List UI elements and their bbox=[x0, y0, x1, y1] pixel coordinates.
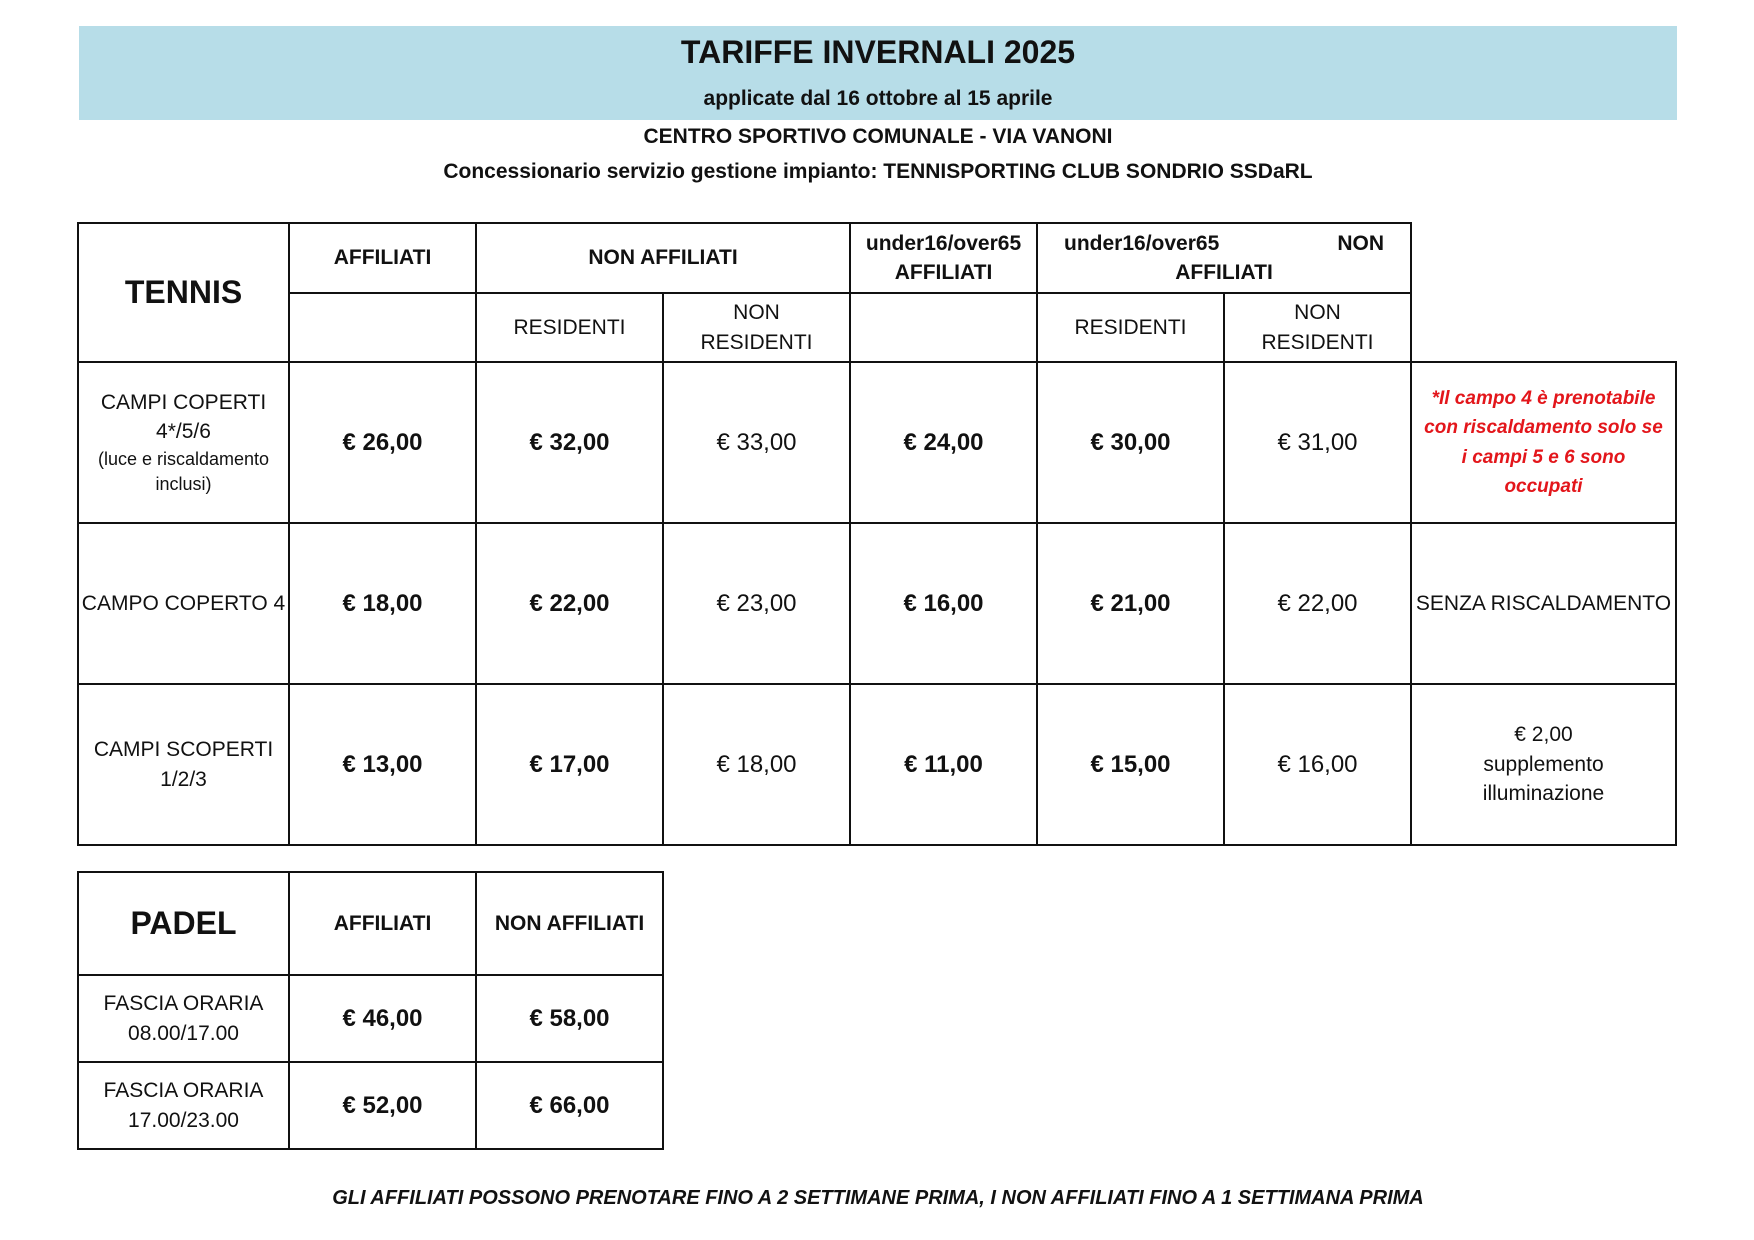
row-name-line2: 1/2/3 bbox=[160, 767, 207, 791]
note-line3: i campi 5 e 6 sono bbox=[1461, 446, 1626, 468]
col-affiliati: AFFILIATI bbox=[289, 872, 476, 975]
sub-non-line1: NON bbox=[1294, 301, 1341, 325]
price-affiliati: € 13,00 bbox=[289, 684, 476, 845]
row-note bbox=[1411, 362, 1676, 523]
sub-residenti-2: RESIDENTI bbox=[1037, 293, 1224, 362]
operator-line: Concessionario servizio gestione impianto: TENNISPORTING CLUB SONDRIO SSDaRL bbox=[443, 160, 1313, 183]
row-name-line2: 08.00/17.00 bbox=[128, 1021, 239, 1045]
empty-corner bbox=[1411, 223, 1676, 293]
table-row bbox=[78, 523, 1676, 684]
note-line2: con riscaldamento solo se bbox=[1424, 417, 1663, 439]
col-u16-non-line2: AFFILIATI bbox=[1175, 261, 1273, 284]
note-line3: illuminazione bbox=[1482, 782, 1605, 806]
price-u16-aff: € 16,00 bbox=[850, 523, 1037, 684]
sub-residenti-1: RESIDENTI bbox=[476, 293, 663, 362]
col-u16-affiliati-line1: under16/over65 bbox=[865, 231, 1022, 255]
empty-corner-2 bbox=[1411, 293, 1676, 362]
note-line1: € 2,00 bbox=[1514, 723, 1573, 747]
row-name-note2: inclusi) bbox=[155, 473, 212, 494]
booking-policy-note: GLI AFFILIATI POSSONO PRENOTARE FINO A 2 SETTIMANE PRIMA, I NON AFFILIATI FINO A 1 SETTIMANA PRIMA bbox=[332, 1187, 1424, 1209]
sub-non-line2: RESIDENTI bbox=[700, 330, 813, 354]
note-line4: occupati bbox=[1504, 475, 1583, 497]
sub-non-line1: NON bbox=[733, 301, 780, 325]
col-u16-non-affiliati bbox=[1037, 223, 1411, 293]
price-u16-non-res: € 15,00 bbox=[1037, 684, 1224, 845]
price-affiliati: € 52,00 bbox=[289, 1062, 476, 1149]
tennis-header-row bbox=[78, 223, 1676, 293]
price-affiliati: € 26,00 bbox=[289, 362, 476, 523]
note-line2: supplemento bbox=[1483, 752, 1604, 776]
price-u16-aff: € 24,00 bbox=[850, 362, 1037, 523]
sub-non-residenti-1 bbox=[663, 293, 850, 362]
row-note bbox=[1411, 684, 1676, 845]
price-affiliati: € 46,00 bbox=[289, 975, 476, 1062]
row-name-line1: CAMPI SCOPERTI bbox=[93, 738, 274, 762]
row-name: CAMPO COPERTO 4 bbox=[78, 523, 289, 684]
row-name bbox=[78, 975, 289, 1062]
price-non-aff-nonres: € 18,00 bbox=[663, 684, 850, 845]
col-non-affiliati: NON AFFILIATI bbox=[476, 872, 663, 975]
price-non-aff-res: € 17,00 bbox=[476, 684, 663, 845]
page-title: TARIFFE INVERNALI 2025 bbox=[680, 34, 1076, 70]
col-u16-non-line1b: NON bbox=[1337, 231, 1384, 255]
tennis-price-table bbox=[77, 222, 1677, 846]
row-name-note1: (luce e riscaldamento bbox=[97, 448, 270, 469]
price-non-aff-nonres: € 23,00 bbox=[663, 523, 850, 684]
tennis-label: TENNIS bbox=[78, 223, 289, 362]
price-non-affiliati: € 58,00 bbox=[476, 975, 663, 1062]
col-non-affiliati: NON AFFILIATI bbox=[476, 223, 850, 293]
col-u16-non-line1: under16/over65 bbox=[1064, 231, 1220, 255]
padel-price-table bbox=[77, 871, 664, 1150]
price-u16-non-nonres: € 31,00 bbox=[1224, 362, 1411, 523]
col-u16-non-line1-wrap bbox=[1040, 229, 1408, 258]
price-non-affiliati: € 66,00 bbox=[476, 1062, 663, 1149]
col-affiliati: AFFILIATI bbox=[289, 223, 476, 293]
price-u16-non-res: € 30,00 bbox=[1037, 362, 1224, 523]
venue-line: CENTRO SPORTIVO COMUNALE - VIA VANONI bbox=[643, 125, 1113, 148]
row-name bbox=[78, 362, 289, 523]
col-u16-affiliati bbox=[850, 223, 1037, 293]
price-u16-non-nonres: € 22,00 bbox=[1224, 523, 1411, 684]
sub-empty-2 bbox=[850, 293, 1037, 362]
row-name-line1: CAMPI COPERTI bbox=[100, 390, 267, 414]
sub-non-residenti-2 bbox=[1224, 293, 1411, 362]
price-affiliati: € 18,00 bbox=[289, 523, 476, 684]
price-non-aff-res: € 32,00 bbox=[476, 362, 663, 523]
sub-empty-1 bbox=[289, 293, 476, 362]
row-name-line2: 17.00/23.00 bbox=[128, 1108, 239, 1132]
table-row bbox=[78, 975, 663, 1062]
price-non-aff-nonres: € 33,00 bbox=[663, 362, 850, 523]
padel-header-row bbox=[78, 872, 663, 975]
page-subtitle: applicate dal 16 ottobre al 15 aprile bbox=[703, 87, 1053, 110]
sub-non-line2: RESIDENTI bbox=[1261, 330, 1374, 354]
row-name-line1: FASCIA ORARIA bbox=[103, 1079, 264, 1103]
row-name bbox=[78, 684, 289, 845]
note-line1: *Il campo 4 è prenotabile bbox=[1431, 387, 1656, 409]
price-u16-non-nonres: € 16,00 bbox=[1224, 684, 1411, 845]
row-name-line1: FASCIA ORARIA bbox=[103, 992, 264, 1016]
tennis-subheader-row bbox=[78, 293, 1676, 362]
col-u16-affiliati-line2: AFFILIATI bbox=[894, 261, 993, 284]
row-name bbox=[78, 1062, 289, 1149]
row-note: SENZA RISCALDAMENTO bbox=[1411, 523, 1676, 684]
table-row bbox=[78, 1062, 663, 1149]
price-u16-aff: € 11,00 bbox=[850, 684, 1037, 845]
padel-label: PADEL bbox=[78, 872, 289, 975]
price-non-aff-res: € 22,00 bbox=[476, 523, 663, 684]
row-name-line2: 4*/5/6 bbox=[156, 420, 211, 444]
table-row bbox=[78, 362, 1676, 523]
table-row bbox=[78, 684, 1676, 845]
price-u16-non-res: € 21,00 bbox=[1037, 523, 1224, 684]
